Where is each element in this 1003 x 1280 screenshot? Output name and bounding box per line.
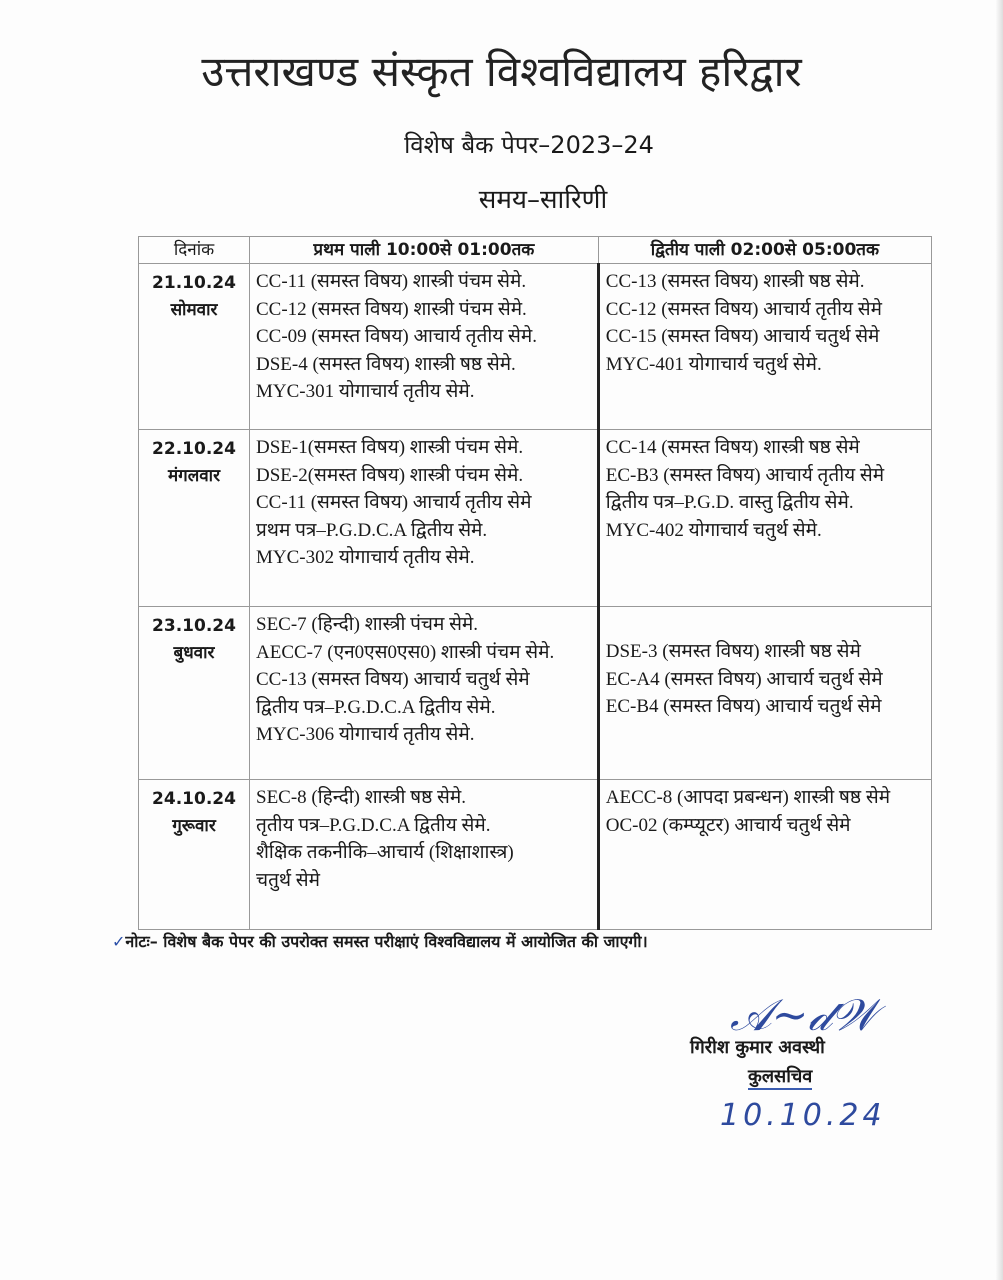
exam-entry: DSE-1(समस्त विषय) शास्त्री पंचम सेमे. <box>256 437 524 458</box>
exam-entry: EC-B3 (समस्त विषय) आचार्य तृतीय सेमे <box>605 464 885 486</box>
exam-entry: DSE-3 (समस्त विषय) शास्त्री षष्ठ सेमे <box>605 641 861 662</box>
date: 23.10.24 <box>152 616 236 636</box>
university-title: उत्तराखण्ड संस्कृत विश्वविद्यालय हरिद्वार <box>201 47 802 96</box>
check-mark-icon: ✓ <box>112 932 126 951</box>
exam-entry: CC-09 (समस्त विषय) आचार्य तृतीय सेमे. <box>256 326 537 347</box>
exam-entry: MYC-306 योगाचार्य तृतीय सेमे. <box>256 724 475 745</box>
table-row <box>139 607 932 780</box>
exam-entry: तृतीय पत्र–P.G.D.C.A द्वितीय सेमे. <box>256 814 491 836</box>
schedule-heading: समय–सारिणी <box>478 185 608 215</box>
second-shift-cell <box>598 430 931 607</box>
exam-entry: EC-B4 (समस्त विषय) आचार्य चतुर्थ सेमे <box>605 696 882 717</box>
date-cell <box>139 780 250 930</box>
header-first-shift: प्रथम पाली 10:00से 01:00तक <box>250 237 599 264</box>
date: 21.10.24 <box>152 273 236 293</box>
date-cell <box>139 430 250 607</box>
exam-entry: MYC-301 योगाचार्य तृतीय सेमे. <box>256 381 475 402</box>
exam-entry: CC-15 (समस्त विषय) आचार्य चतुर्थ सेमे <box>605 326 880 347</box>
date: 24.10.24 <box>152 789 236 809</box>
exam-entry: AECC-7 (एन0एस0एस0) शास्त्री पंचम सेमे. <box>256 641 555 663</box>
signatory-name: गिरीश कुमार अवस्थी <box>690 1037 825 1058</box>
table-row <box>139 430 932 607</box>
handwritten-signature: 𝒜∼𝒹𝒲 <box>730 990 877 1041</box>
exam-entry: SEC-8 (हिन्दी) शास्त्री षष्ठ सेमे. <box>256 787 466 808</box>
weekday: सोमवार <box>170 300 218 320</box>
exam-entry: CC-13 (समस्त विषय) शास्त्री षष्ठ सेमे. <box>605 271 865 292</box>
handwritten-date: 10.10.24 <box>720 1098 886 1133</box>
exam-timetable <box>138 236 932 930</box>
exam-entry: DSE-2(समस्त विषय) शास्त्री पंचम सेमे. <box>256 464 524 486</box>
second-shift-cell <box>598 264 931 430</box>
exam-entry: MYC-402 योगाचार्य चतुर्थ सेमे. <box>605 519 822 541</box>
exam-entry: CC-12 (समस्त विषय) शास्त्री पंचम सेमे. <box>256 298 527 320</box>
signatory-designation: कुलसचिव <box>748 1064 812 1090</box>
exam-entry: द्वितीय पत्र–P.G.D. वास्तु द्वितीय सेमे. <box>605 492 854 513</box>
exam-entry: MYC-302 योगाचार्य तृतीय सेमे. <box>256 547 475 568</box>
exam-entry: द्वितीय पत्र–P.G.D.C.A द्वितीय सेमे. <box>256 696 496 718</box>
first-shift-cell <box>250 607 599 780</box>
exam-entry: CC-14 (समस्त विषय) शास्त्री षष्ठ सेमे <box>605 437 860 458</box>
table-row <box>139 780 932 930</box>
exam-entry: AECC-8 (आपदा प्रबन्धन) शास्त्री षष्ठ सेमे <box>605 787 891 808</box>
exam-entry: CC-11 (समस्त विषय) आचार्य तृतीय सेमे <box>256 492 532 513</box>
exam-entry: OC-02 (कम्प्यूटर) आचार्य चतुर्थ सेमे <box>605 814 851 836</box>
first-shift-cell <box>250 780 599 930</box>
first-shift-cell <box>250 430 599 607</box>
header-second-shift: द्वितीय पाली 02:00से 05:00तक <box>598 237 931 264</box>
second-shift-cell <box>598 607 931 780</box>
exam-entry: EC-A4 (समस्त विषय) आचार्य चतुर्थ सेमे <box>605 668 883 690</box>
exam-entry: शैक्षिक तकनीकि–आचार्य (शिक्षाशास्त्र) <box>256 842 514 863</box>
first-shift-cell <box>250 264 599 430</box>
header-date: दिनांक <box>139 237 250 264</box>
weekday: बुधवार <box>173 643 215 663</box>
exam-entry: चतुर्थ सेमे <box>256 869 320 891</box>
exam-entry: SEC-7 (हिन्दी) शास्त्री पंचम सेमे. <box>256 614 479 635</box>
weekday: गुरूवार <box>172 816 216 836</box>
table-header-row <box>139 237 932 264</box>
date: 22.10.24 <box>152 439 236 459</box>
exam-entry: MYC-401 योगाचार्य चतुर्थ सेमे. <box>605 353 822 375</box>
exam-entry: CC-12 (समस्त विषय) आचार्य तृतीय सेमे <box>605 298 882 320</box>
weekday: मंगलवार <box>167 466 221 486</box>
document-subtitle: विशेष बैक पेपर–2023–24 <box>404 131 654 159</box>
note-text: नोटः– विशेष बैक पेपर की उपरोक्त समस्त परीक्षाएं विश्वविद्यालय में आयोजित की जाएगी। <box>125 932 648 951</box>
date-cell <box>139 607 250 780</box>
note <box>112 930 648 952</box>
exam-entry: DSE-4 (समस्त विषय) शास्त्री षष्ठ सेमे. <box>256 353 516 375</box>
exam-entry: प्रथम पत्र–P.G.D.C.A द्वितीय सेमे. <box>256 519 488 541</box>
table-row <box>139 264 932 430</box>
exam-entry: CC-13 (समस्त विषय) आचार्य चतुर्थ सेमे <box>256 669 530 690</box>
exam-entry <box>606 611 925 638</box>
date-cell <box>139 264 250 430</box>
second-shift-cell <box>598 780 931 930</box>
exam-entry: CC-11 (समस्त विषय) शास्त्री पंचम सेमे. <box>256 271 527 292</box>
